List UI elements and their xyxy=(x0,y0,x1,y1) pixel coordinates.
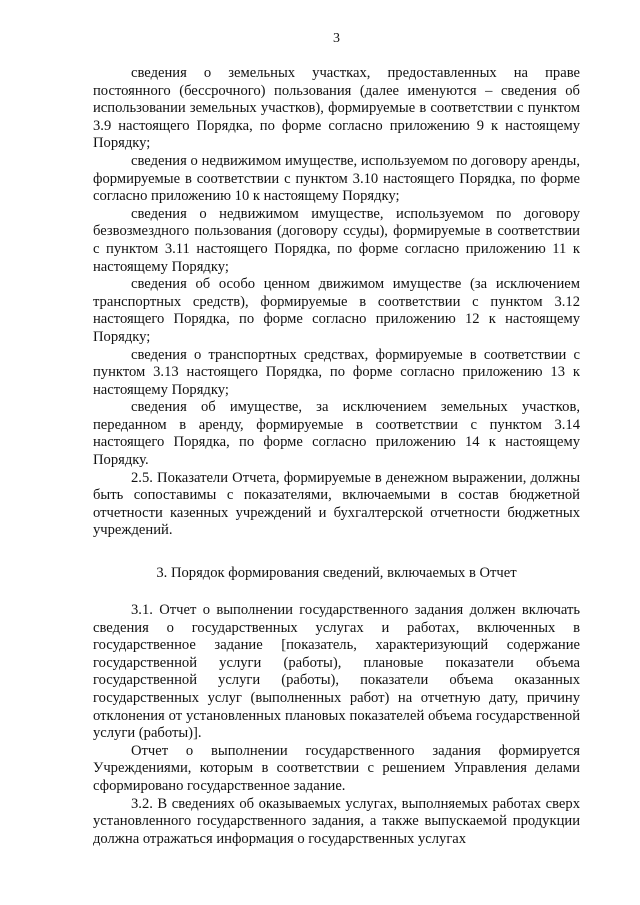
paragraph-report-formation: Отчет о выполнении государственного задания формируется Учреждениями, которым в соответствии с решением Управления делами сформировано государственное задание. xyxy=(93,742,580,794)
paragraph-3-1: 3.1. Отчет о выполнении государственного задания должен включать сведения о государственных услугах и работах, включенных в государственное задание [показатель, характеризующий содержание государственной услуги (работы), плановые показатели объема государственной услуги (работы), показатели объема оказанных государственных услуг (выполненных работ) на отчетную дату, причину отклонения от установленных плановых показателей объема государственной услуги (работы)]. xyxy=(93,602,580,742)
document-page xyxy=(93,30,580,848)
paragraph-land-plots: сведения о земельных участках, предоставленных на праве постоянного (бессрочного) пользования (далее именуются – сведения об использовании земельных участков), формируемые в соответствии с пунктом 3.9 настоящего Порядка, по форме согласно приложению 9 к настоящему Порядку; xyxy=(93,65,580,152)
paragraph-leased-out-property: сведения об имуществе, за исключением земельных участков, переданном в аренду, формируемые в соответствии с пунктом 3.14 настоящего Порядка, по форме согласно приложению 14 к настоящему Порядку. xyxy=(93,399,580,469)
paragraph-3-2: 3.2. В сведениях об оказываемых услугах, выполняемых работах сверх установленного государственного задания, а также выпускаемой продукции должна отражаться информация о государственных услугах xyxy=(93,795,580,847)
paragraph-2-5: 2.5. Показатели Отчета, формируемые в денежном выражении, должны быть сопоставимы с показателями, включаемыми в состав бюджетной отчетности казенных учреждений и бухгалтерской отчетности бюджетных учреждений. xyxy=(93,469,580,539)
section-heading: 3. Порядок формирования сведений, включаемых в Отчет xyxy=(156,565,517,582)
page-number: 3 xyxy=(333,31,340,46)
paragraph-vehicles: сведения о транспортных средствах, формируемые в соответствии с пунктом 3.13 настоящего Порядка, по форме согласно приложению 13 к настоящему Порядку; xyxy=(93,346,580,398)
paragraph-lease-property: сведения о недвижимом имуществе, используемом по договору аренды, формируемые в соответствии с пунктом 3.10 настоящего Порядка, по форме согласно приложению 10 к настоящему Порядку; xyxy=(93,152,580,205)
paragraph-free-use-property: сведения о недвижимом имуществе, используемом по договору безвозмездного пользования (договору ссуды), формируемые в соответствии с пунктом 3.11 настоящего Порядка, по форме согласно приложению 11 к настоящему Порядку; xyxy=(93,205,580,275)
paragraph-movable-property: сведения об особо ценном движимом имуществе (за исключением транспортных средств), формируемые в соответствии с пунктом 3.12 настоящего Порядка, по форме согласно приложению 12 к настоящему Порядку; xyxy=(93,276,580,345)
